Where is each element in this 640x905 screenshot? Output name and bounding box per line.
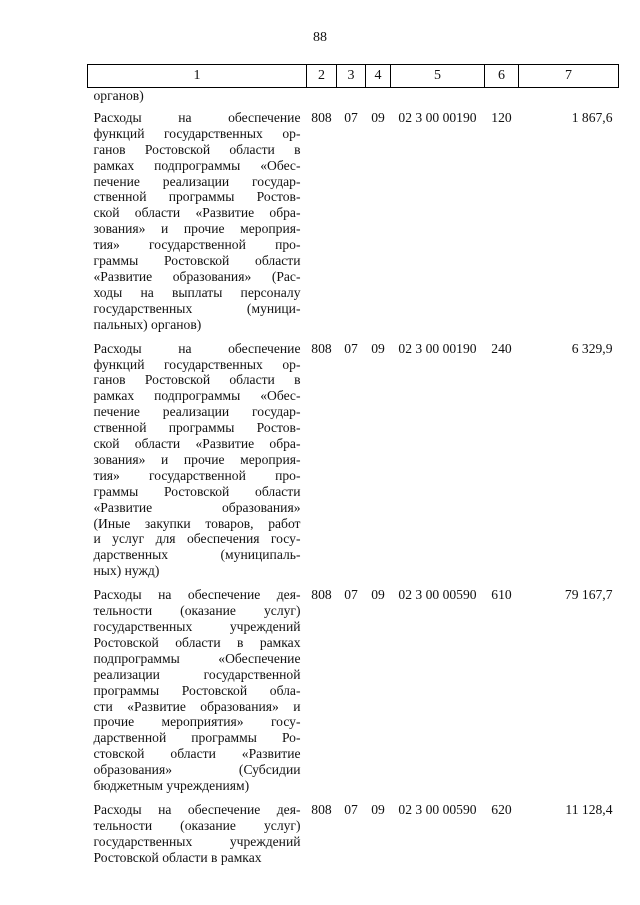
subsection-code: 09 bbox=[371, 801, 385, 817]
column-header: 2 bbox=[307, 65, 337, 88]
description-line: бюджетным учреждениям) bbox=[93, 778, 250, 794]
description-line: стовской области «Развитие bbox=[93, 746, 301, 762]
section-code: 07 bbox=[344, 109, 358, 125]
description-line: Ростовской области в рамках bbox=[93, 849, 262, 865]
amount: 1 867,6 bbox=[571, 109, 613, 125]
continuation-row bbox=[88, 88, 619, 110]
description-line: сти «Развитие образования» и bbox=[93, 698, 301, 714]
continuation-text: органов) bbox=[93, 88, 144, 103]
expense-type-code: 240 bbox=[491, 340, 512, 356]
description-line: дарственной программы Ро- bbox=[93, 730, 301, 746]
description-line: зования» и прочие мероприя- bbox=[93, 451, 301, 467]
description-line: Расходы на обеспечение bbox=[93, 340, 301, 356]
section-code: 07 bbox=[344, 340, 358, 356]
table-row bbox=[88, 341, 619, 588]
table-row bbox=[88, 587, 619, 802]
description-line: функций государственных ор- bbox=[93, 125, 301, 141]
description-line: государственных учреждений bbox=[93, 833, 301, 849]
table-row bbox=[88, 110, 619, 341]
table-row bbox=[88, 802, 619, 874]
expense-type-code: 620 bbox=[491, 801, 512, 817]
description-line: ганов Ростовской области в bbox=[93, 141, 301, 157]
description-line: дарственных (муниципаль- bbox=[93, 547, 301, 563]
ministry-code: 808 bbox=[311, 340, 332, 356]
table-header-row bbox=[88, 65, 619, 88]
description-line: тельности (оказание услуг) bbox=[93, 603, 301, 619]
target-article-code: 02 3 00 00590 bbox=[398, 587, 477, 603]
row-description bbox=[88, 802, 307, 874]
description-line: государственных учреждений bbox=[93, 619, 301, 634]
description-line: реализации государственной bbox=[93, 666, 301, 682]
description-line: пальных) органов) bbox=[93, 316, 202, 332]
description-line: образования» (Субсидии bbox=[93, 762, 301, 778]
description-line: граммы Ростовской области bbox=[93, 483, 301, 499]
description-line: государственных (муници- bbox=[93, 300, 301, 316]
budget-table bbox=[87, 64, 619, 874]
subsection-code: 09 bbox=[371, 587, 385, 603]
description-line: ганов Ростовской области в bbox=[93, 372, 301, 388]
ministry-code: 808 bbox=[311, 587, 332, 603]
amount: 79 167,7 bbox=[564, 587, 613, 603]
description-line: программы Ростовской обла- bbox=[93, 682, 301, 698]
description-line: Расходы на обеспечение bbox=[93, 109, 301, 125]
description-line: подпрограммы «Обеспечение bbox=[93, 650, 301, 666]
description-line: тия» государственной про- bbox=[93, 467, 301, 483]
description-line: функций государственных ор- bbox=[93, 356, 301, 372]
subsection-code: 09 bbox=[371, 109, 385, 125]
description-line: рамках подпрограммы «Обес- bbox=[93, 388, 301, 404]
target-article-code: 02 3 00 00190 bbox=[398, 340, 477, 356]
description-line: рамках подпрограммы «Обес- bbox=[93, 157, 301, 173]
expense-type-code: 610 bbox=[491, 587, 512, 603]
column-header: 3 bbox=[337, 65, 366, 88]
row-description bbox=[88, 587, 307, 802]
description-line: ных) нужд) bbox=[93, 563, 160, 579]
target-article-code: 02 3 00 00590 bbox=[398, 801, 477, 817]
ministry-code: 808 bbox=[311, 109, 332, 125]
row-description bbox=[88, 341, 307, 588]
column-header: 1 bbox=[88, 65, 307, 88]
column-header: 7 bbox=[519, 65, 619, 88]
description-line: Расходы на обеспечение дея- bbox=[93, 587, 301, 603]
column-header: 4 bbox=[366, 65, 391, 88]
target-article-code: 02 3 00 00190 bbox=[398, 109, 477, 125]
description-line: тия» государственной про- bbox=[93, 237, 301, 253]
description-line: печение реализации государ- bbox=[93, 173, 301, 189]
description-line: ходы на выплаты персоналу bbox=[93, 284, 301, 300]
description-line: прочие мероприятия» госу- bbox=[93, 714, 301, 730]
column-header: 5 bbox=[391, 65, 485, 88]
description-line: «Развитие образования» (Рас- bbox=[93, 268, 301, 284]
description-line: зования» и прочие мероприя- bbox=[93, 221, 301, 237]
description-line: «Развитие образования» bbox=[93, 499, 301, 515]
description-line: и услуг для обеспечения госу- bbox=[93, 531, 301, 547]
column-header: 6 bbox=[485, 65, 519, 88]
description-line: печение реализации государ- bbox=[93, 404, 301, 420]
ministry-code: 808 bbox=[311, 801, 332, 817]
description-line: Ростовской области в рамках bbox=[93, 634, 301, 650]
subsection-code: 09 bbox=[371, 340, 385, 356]
page-number: 88 bbox=[313, 30, 327, 45]
amount: 11 128,4 bbox=[565, 801, 613, 817]
amount: 6 329,9 bbox=[571, 340, 613, 356]
description-line: (Иные закупки товаров, работ bbox=[93, 515, 301, 531]
description-line: тельности (оказание услуг) bbox=[93, 817, 301, 833]
description-line: ской области «Развитие обра- bbox=[93, 436, 301, 452]
description-line: ственной программы Ростов- bbox=[93, 189, 301, 205]
description-line: граммы Ростовской области bbox=[93, 253, 301, 269]
expense-type-code: 120 bbox=[491, 109, 512, 125]
row-description bbox=[88, 110, 307, 341]
section-code: 07 bbox=[344, 587, 358, 603]
section-code: 07 bbox=[344, 801, 358, 817]
description-line: ственной программы Ростов- bbox=[93, 420, 301, 436]
description-line: Расходы на обеспечение дея- bbox=[93, 801, 301, 817]
description-line: ской области «Развитие обра- bbox=[93, 205, 301, 221]
